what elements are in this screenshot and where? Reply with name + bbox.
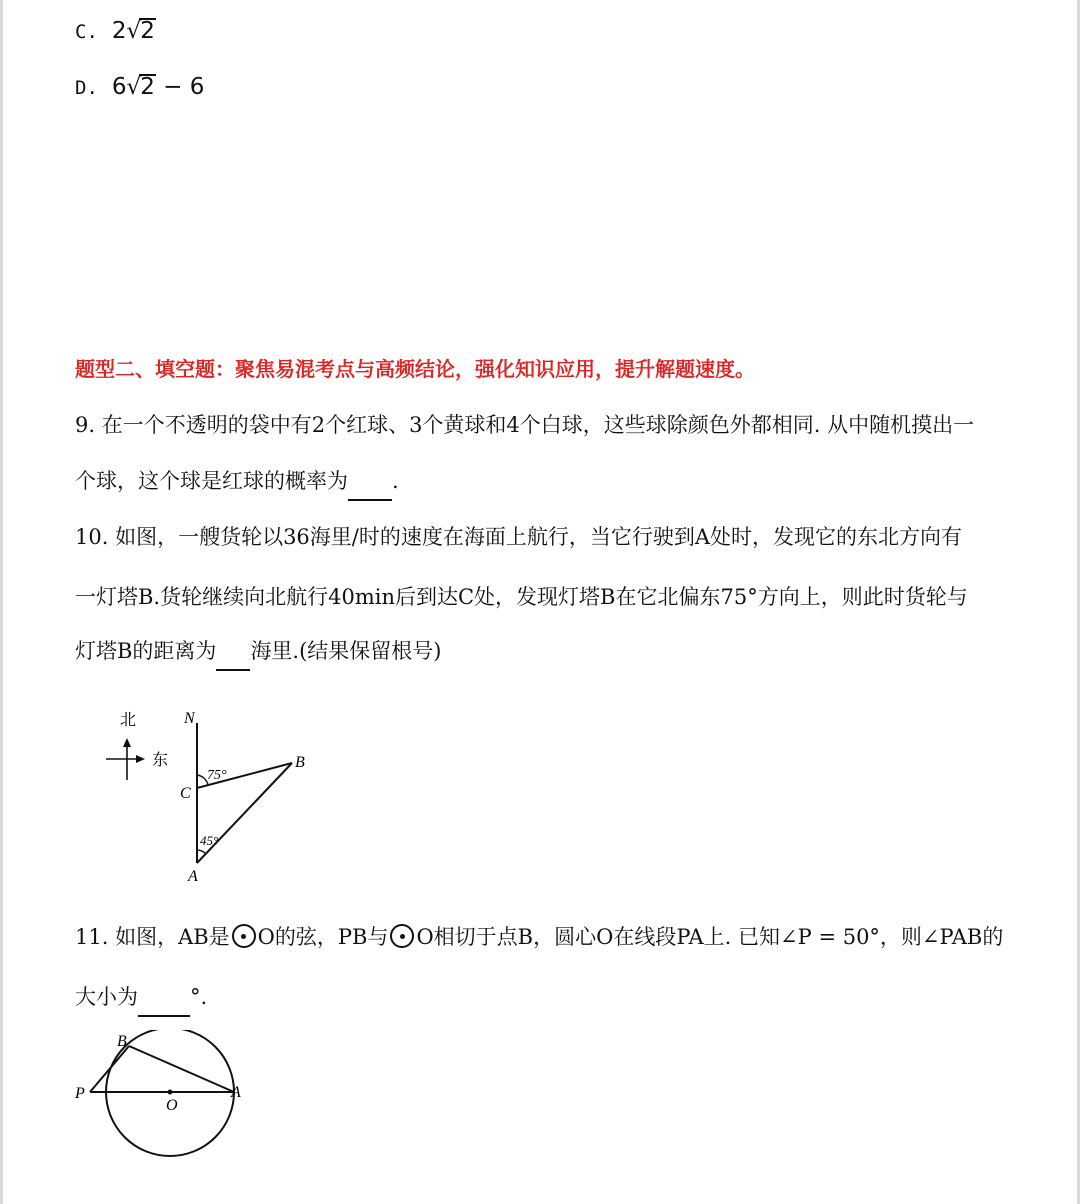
radical-sign-icon: √ — [126, 18, 142, 44]
east-label: 东 — [152, 750, 169, 769]
option-d — [75, 72, 204, 103]
tangent-pb — [90, 1046, 129, 1092]
q9-line1: 9. 在一个不透明的袋中有2个红球、3个黄球和4个白球，这些球除颜色外都相同. 从中随机摸出一 — [75, 413, 975, 437]
radical-sign-icon: √ — [126, 74, 142, 100]
label-c: C — [180, 785, 191, 802]
q10-answer-blank — [216, 639, 250, 671]
page-edge-left — [0, 0, 3, 1204]
chord-ab — [129, 1046, 234, 1092]
q10-line1: 10. 如图，一艘货轮以36海里/时的速度在海面上航行，当它行驶到A处时，发现它的东北方向有 — [75, 525, 963, 549]
q10-figure — [100, 705, 330, 890]
q11-line1: 11. 如图，AB是 O的弦，PB与 O相切于点B，圆心O在线段PA上. 已知∠P = 50°，则∠PAB的 — [75, 925, 1004, 949]
option-d-letter: D. — [75, 77, 98, 99]
center-point — [168, 1090, 173, 1095]
option-c-radicand: 2 — [140, 18, 155, 44]
angle-a-label: 45° — [200, 833, 219, 848]
option-c — [75, 16, 156, 47]
q11-answer-blank — [138, 985, 190, 1017]
north-label: 北 — [120, 710, 137, 729]
label-a: A — [188, 868, 198, 885]
label-b: B — [117, 1033, 127, 1050]
north-arrowhead-icon — [123, 738, 131, 747]
section-heading: 题型二、填空题：聚焦易混考点与高频结论，强化知识应用，提升解题速度。 — [75, 357, 755, 381]
east-arrowhead-icon — [136, 755, 145, 763]
q10-line3: 灯塔B的距离为 海里.(结果保留根号) — [75, 636, 442, 671]
option-c-letter: C. — [75, 21, 98, 43]
q9-line2: 个球，这个球是红球的概率为 . — [75, 466, 399, 501]
q11-figure — [70, 1030, 260, 1190]
label-o: O — [166, 1097, 178, 1114]
label-b: B — [295, 754, 305, 771]
q9-answer-blank — [348, 469, 392, 501]
q9-text: 个球，这个球是红球的概率为 — [75, 469, 348, 493]
label-a: A — [231, 1084, 241, 1101]
angle-arc-a — [197, 850, 206, 854]
option-d-radicand: 2 — [140, 74, 155, 100]
circle-dot-icon — [390, 924, 414, 948]
q11-line2: 大小为 °. — [75, 982, 207, 1017]
label-n: N — [184, 710, 195, 727]
option-d-coef: 6 — [111, 74, 127, 100]
option-c-coef: 2 — [111, 18, 127, 44]
option-d-tail: − 6 — [163, 74, 205, 100]
label-p: P — [75, 1085, 85, 1102]
circle-dot-icon — [232, 924, 256, 948]
q10-line2: 一灯塔B.货轮继续向北航行40min后到达C处，发现灯塔B在它北偏东75°方向上，则此时货轮与 — [75, 585, 968, 609]
angle-c-label: 75° — [207, 768, 227, 783]
